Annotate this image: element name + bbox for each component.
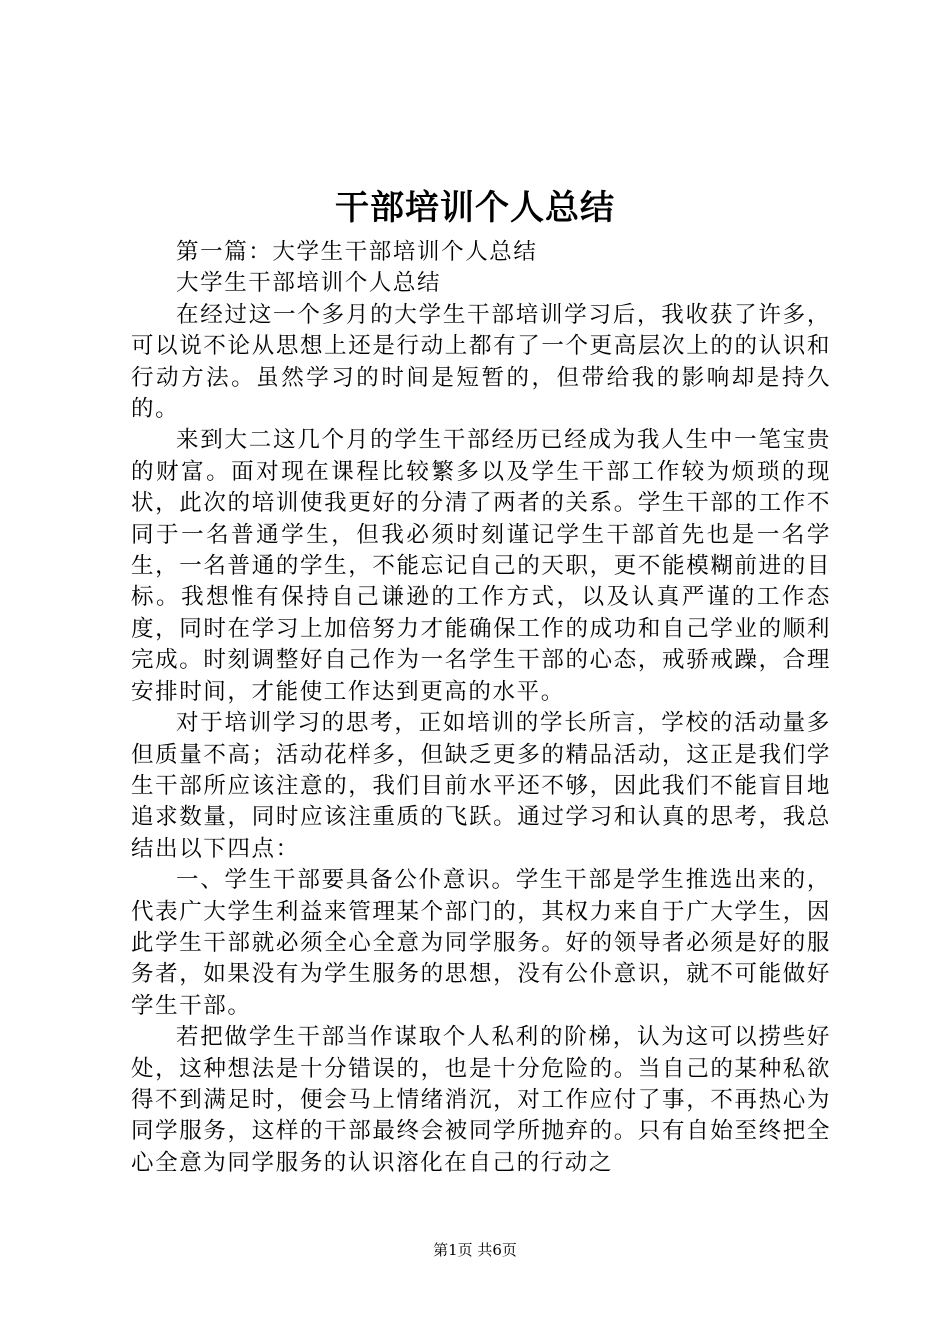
page-title: 干部培训个人总结 (335, 188, 615, 228)
paragraph: 若把做学生干部当作谋取个人私利的阶梯，认为这可以捞些好处，这种想法是十分错误的，也是十分危险的。当自己的某种私欲得不到满足时，便会马上情绪消沉，对工作应付了事，不再热心为同学服务，这样的干部最终会被同学所抛弃的。只有自始至终把全心全意为同学服务的认识溶化在自己的行动之 (131, 1024, 831, 1176)
subheading: 大学生干部培训个人总结 (176, 270, 442, 297)
paragraph: 对于培训学习的思考，正如培训的学长所言，学校的活动量多但质量不高；活动花样多，但缺乏更多的精品活动，这正是我们学生干部所应该注意的，我们目前水平还不够，因此我们不能盲目地追求数量，同时应该注重质的飞跃。通过学习和认真的思考，我总结出以下四点： (131, 710, 831, 862)
page-number-footer: 第1页 共6页 (433, 1241, 517, 1259)
paragraph: 来到大二这几个月的学生干部经历已经成为我人生中一笔宝贵的财富。面对现在课程比较繁多以及学生干部工作较为烦琐的现状，此次的培训使我更好的分清了两者的关系。学生干部的工作不同于一名普通学生，但我必须时刻谨记学生干部首先也是一名学生，一名普通的学生，不能忘记自己的天职，更不能模糊前进的目标。我想惟有保持自己谦逊的工作方式，以及认真严谨的工作态度，同时在学习上加倍努力才能确保工作的成功和自己学业的顺利完成。时刻调整好自己作为一名学生干部的心态，戒骄戒躁，合理安排时间，才能使工作达到更高的水平。 (131, 427, 831, 705)
paragraph: 在经过这一个多月的大学生干部培训学习后，我收获了许多，可以说不论从思想上还是行动上都有了一个更高层次上的的认识和行动方法。虽然学习的时间是短暂的，但带给我的影响却是持久的。 (131, 301, 831, 423)
section-heading: 第一篇：大学生干部培训个人总结 (176, 239, 538, 265)
paragraph: 一、学生干部要具备公仆意识。学生干部是学生推选出来的，代表广大学生利益来管理某个部门的，其权力来自于广大学生，因此学生干部就必须全心全意为同学服务。好的领导者必须是好的服务者，如果没有为学生服务的思想，没有公仆意识，就不可能做好学生干部。 (131, 867, 831, 1019)
document-body (131, 237, 831, 1179)
